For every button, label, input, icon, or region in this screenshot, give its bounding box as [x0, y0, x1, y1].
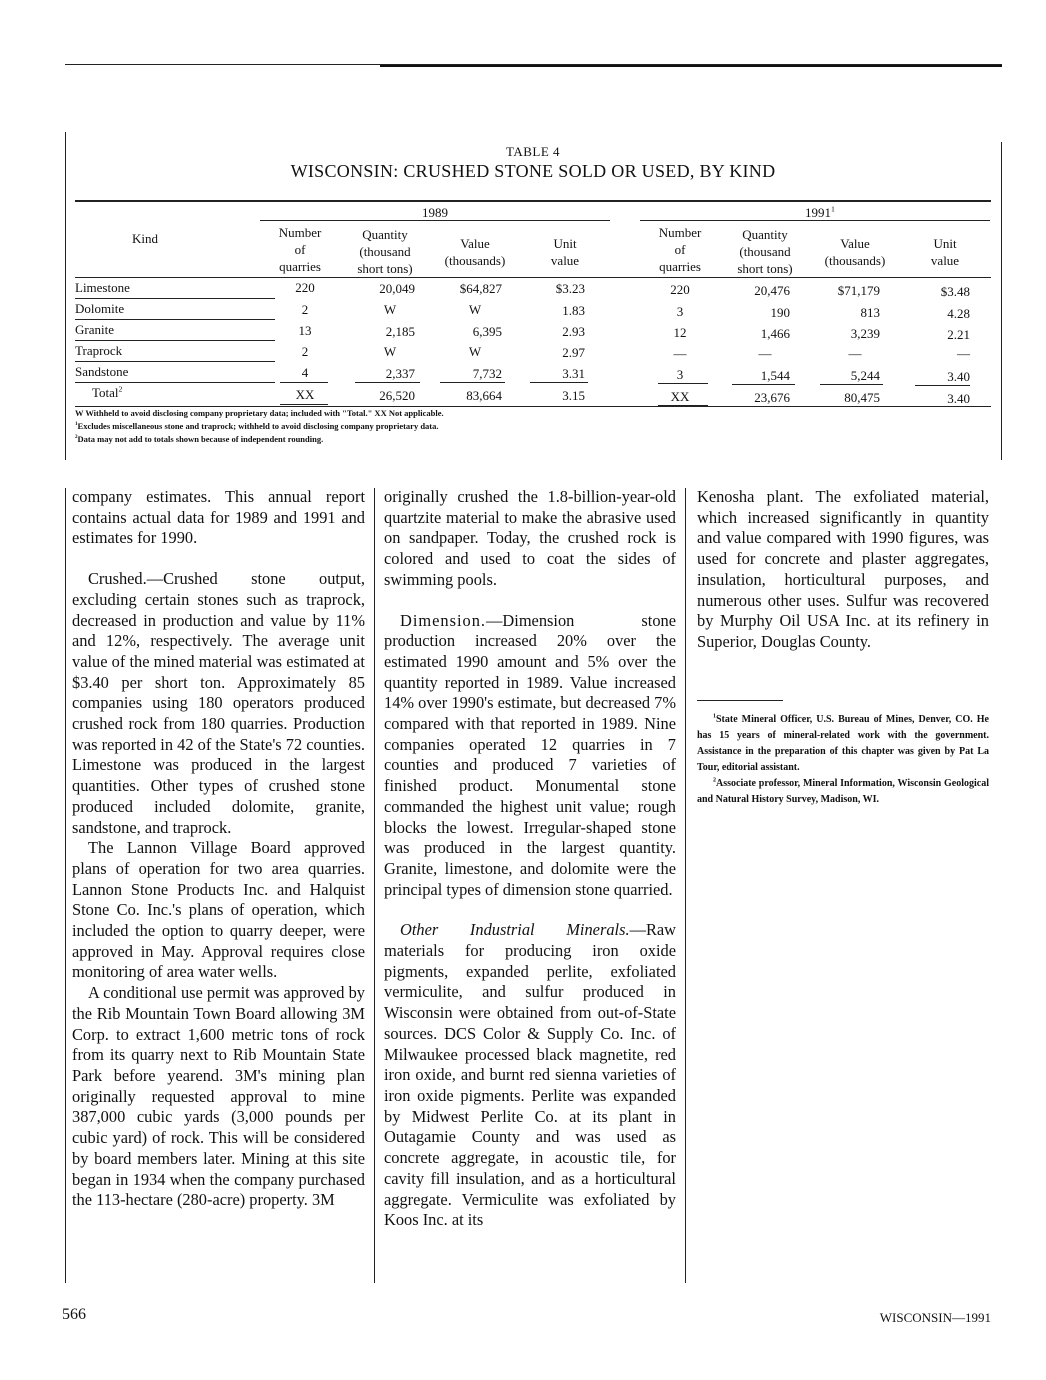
paragraph: A conditional use permit was approved by the Rib Mountain Town Board allowing 3M Corp. to extract 1,600 metric tons of rock from its quarry next to Rib Mountain State Park before yearend. 3M's mining plan originally requested approval to mine 387,000 cubic yards (3,000 pounds per cubic yard) of rock. This will be considered by board members later. Mining at this site began in 1934 when the company purchased the 113-hectare (280-acre) property. 3M: [72, 983, 365, 1210]
table-header-rule: [75, 200, 991, 202]
top-rule-thick: [380, 65, 1002, 67]
table-cell: 1,466: [760, 326, 790, 341]
table-cell: XX: [295, 387, 315, 402]
total-rule: [440, 382, 505, 383]
table-cell: 3.31: [562, 366, 585, 381]
table-row-kind: Traprock: [75, 343, 123, 358]
table-cell: 2,337: [385, 366, 415, 381]
section-heading-other-minerals: Other Industrial Minerals.: [400, 920, 630, 940]
table-cell: 7,732: [472, 366, 502, 381]
paragraph: The Lannon Village Board approved plans of operation for two area quarries. Lannon Stone Products Inc. and Halquist Stone Co. Inc.'s plans of operation, which included the option to quarry deeper, were approved in May. Approval requires close monitoring of area water wells.: [72, 838, 365, 982]
table-row-kind: Granite: [75, 322, 114, 337]
row-rule: [75, 382, 275, 383]
table-cell: 3: [676, 304, 684, 319]
table-cell: 83,664: [466, 388, 502, 403]
table-footnote: W Withheld to avoid disclosing company proprietary data; included with "Total." XX Not applicable.: [75, 408, 444, 418]
table-cell: —: [848, 346, 862, 361]
table-cell: 20,476: [754, 283, 790, 298]
table-cell: —: [673, 346, 687, 361]
row-rule: [75, 319, 275, 320]
text-column-3: [697, 487, 989, 653]
paragraph: Crushed.—Crushed stone output, excluding certain stones such as traprock, decreased in production and value by 11% and 12%, respectively. The average unit value of the mined material was estimated at $3.40 per short ton. Approximately 85 companies using 180 operators produced crushed rock from 180 quarries. Production was reported in 42 of the State's 72 counties. Limestone was produced in the largest quantities. Other types of crushed stone produced included dolomite, granite, sandstone, and traprock.: [72, 569, 365, 837]
header-quantity-1991: Quantity (thousand short tons): [737, 227, 793, 276]
running-footer: WISCONSIN—1991: [879, 1310, 991, 1325]
table-cell: 23,676: [754, 390, 790, 405]
header-number-1989: Number of quarries: [278, 225, 322, 274]
total-rule: [732, 384, 795, 385]
table-row-kind: Limestone: [75, 280, 130, 295]
header-value-1991: Value (thousands): [824, 236, 886, 268]
table-footnote: $^1$Excludes miscellaneous stone and traprock; withheld to avoid disclosing company proprietary data.: [75, 421, 439, 431]
paragraph: Dimension.—Dimension stone production increased 20% over the estimated 1990 amount and 5% over the quantity reported in 1989. Value increased 14% over 1990's estimate, but decreased 7% compared with that reported in 1989. Nine companies operated 12 quarries in 7 counties and produced 7 varieties of finished product. Monumental stone commanded the highest unit value; rough blocks the lowest. Irregular-shaped stone was produced in the largest quantity. Granite, limestone, and dolomite were the principal types of dimension stone quarried.: [384, 610, 676, 899]
header-bottom-rule: [75, 277, 991, 278]
total-rule: [820, 384, 883, 385]
table-title: WISCONSIN: CRUSHED STONE SOLD OR USED, BY KIND: [290, 161, 776, 181]
table-cell: 190: [770, 305, 790, 320]
table-cell: W: [383, 302, 397, 317]
header-number-1991: Number of quarries: [658, 225, 702, 274]
table-cell: 1,544: [760, 368, 790, 383]
table-cell: 13: [298, 323, 312, 338]
header-value-1989: Value (thousands): [444, 236, 506, 268]
table-cell: 80,475: [844, 390, 880, 405]
table-cell: —: [758, 346, 772, 361]
table-cell: 6,395: [472, 324, 502, 339]
row-rule: [75, 361, 275, 362]
table-cell: 12: [673, 325, 687, 340]
footnote: $^2$Associate professor, Mineral Information, Wisconsin Geological and Natural History Survey, Madison, WI.: [697, 777, 989, 805]
year-1991-header: 1991$^1$: [805, 204, 835, 220]
table-cell: 2.21: [947, 327, 970, 342]
total-rule: [915, 385, 970, 386]
row-rule: [75, 298, 275, 299]
table-cell: 1.83: [562, 303, 585, 318]
footnote-separator: [697, 700, 783, 701]
section-heading-dimension: Dimension.: [400, 610, 487, 630]
table-cell: 2.93: [562, 324, 585, 339]
table-cell: 3.15: [562, 388, 585, 403]
paragraph: originally crushed the 1.8-billion-year-old quartzite material to make the abrasive used on sandpaper. Today, the crushed rock is colored and used to coat the sides of swimming pools.: [384, 487, 676, 589]
paragraph: company estimates. This annual report contains actual data for 1989 and 1991 and estimates for 1990.: [72, 487, 365, 548]
header-quantity-1989: Quantity (thousand short tons): [357, 227, 413, 276]
author-footnotes: [697, 712, 989, 808]
table-cell: 3.40: [947, 391, 970, 406]
table-cell: —: [957, 346, 970, 361]
table-cell: W: [383, 344, 397, 359]
table-cell: $3.23: [555, 281, 585, 296]
table-cell: XX: [670, 389, 690, 404]
column-rule: [685, 488, 686, 1283]
paragraph: Other Industrial Minerals.—Raw materials for producing iron oxide pigments, expanded perlite, exfoliated vermiculite, and sulfur produced in Wisconsin were obtained from out-of-State sources. DCS Color & Supply Co. Inc. of Milwaukee processed black magnetite, red iron oxide, and burnt red sienna varieties of iron oxide pigments. Perlite was expanded by Midwest Perlite Co. at its plant in Outagamie County and was used as concrete aggregate, in acoustic tile, for cavity fill insulation, and as a horticultural aggregate. Vermiculite was exfoliated by Koos Inc. at its: [384, 920, 676, 1230]
table-cell: 2: [301, 344, 309, 359]
paragraph: Kenosha plant. The exfoliated material, which increased significantly in quantity and value compared with 1990 figures, was used for concrete and plaster aggregates, insulation, horticultural purposes, and numerous other uses. Sulfur was recovered by Murphy Oil USA Inc. at its refinery in Superior, Douglas County.: [697, 487, 989, 651]
table-cell: 3: [676, 367, 684, 382]
table-cell: 2,185: [385, 324, 415, 339]
text-column-1: [72, 487, 365, 1211]
table-number: TABLE 4: [505, 144, 561, 159]
year-1989-header: 1989: [422, 205, 448, 220]
footnote: $^1$State Mineral Officer, U.S. Bureau of Mines, Denver, CO. He has 15 years of mineral-related work with the government. Assistance in the preparation of this chapter was given by Pat La Tour, editorial assistant.: [697, 713, 989, 773]
table-cell: 220: [295, 280, 315, 295]
table-cell: W: [468, 302, 482, 317]
row-rule: [75, 340, 275, 341]
table-cell: 4.28: [947, 306, 970, 321]
table-cell: 220: [670, 282, 690, 297]
table-cell: 813: [860, 305, 880, 320]
table-cell: 2.97: [562, 345, 585, 360]
column-rule: [374, 488, 375, 1283]
total-underline: [280, 404, 328, 405]
table-bottom-rule: [75, 406, 991, 407]
column-rule: [65, 488, 66, 1283]
kind-header: Kind: [132, 231, 158, 246]
table-row-total-label: Total$^2$: [92, 384, 123, 400]
table-cell: 3.40: [947, 369, 970, 384]
table-cell: 2: [301, 302, 309, 317]
total-rule: [355, 382, 420, 383]
table-cell: 20,049: [379, 281, 415, 296]
table-row-kind: Sandstone: [75, 364, 129, 379]
table-cell: $71,179: [837, 283, 880, 298]
page-number: 566: [62, 1306, 86, 1323]
table-cell: 3,239: [850, 326, 880, 341]
table-cell: $64,827: [459, 281, 502, 296]
total-rule: [280, 382, 328, 383]
table-cell: W: [468, 344, 482, 359]
header-unit-1991: Unit value: [930, 236, 960, 268]
text-column-2: [384, 487, 676, 1231]
total-rule: [658, 383, 708, 384]
header-unit-1989: Unit value: [550, 236, 580, 268]
table-cell: $3.48: [940, 284, 970, 299]
table-row-kind: Dolomite: [75, 301, 125, 316]
table-cell: 4: [301, 365, 309, 380]
section-heading-crushed: Crushed.: [88, 569, 147, 589]
total-rule: [530, 382, 588, 383]
table-right-border: [1001, 142, 1002, 460]
table-cell: 5,244: [850, 368, 880, 383]
table-cell: 26,520: [379, 388, 415, 403]
table-footnote: $^2$Data may not add to totals shown because of independent rounding.: [75, 434, 324, 444]
